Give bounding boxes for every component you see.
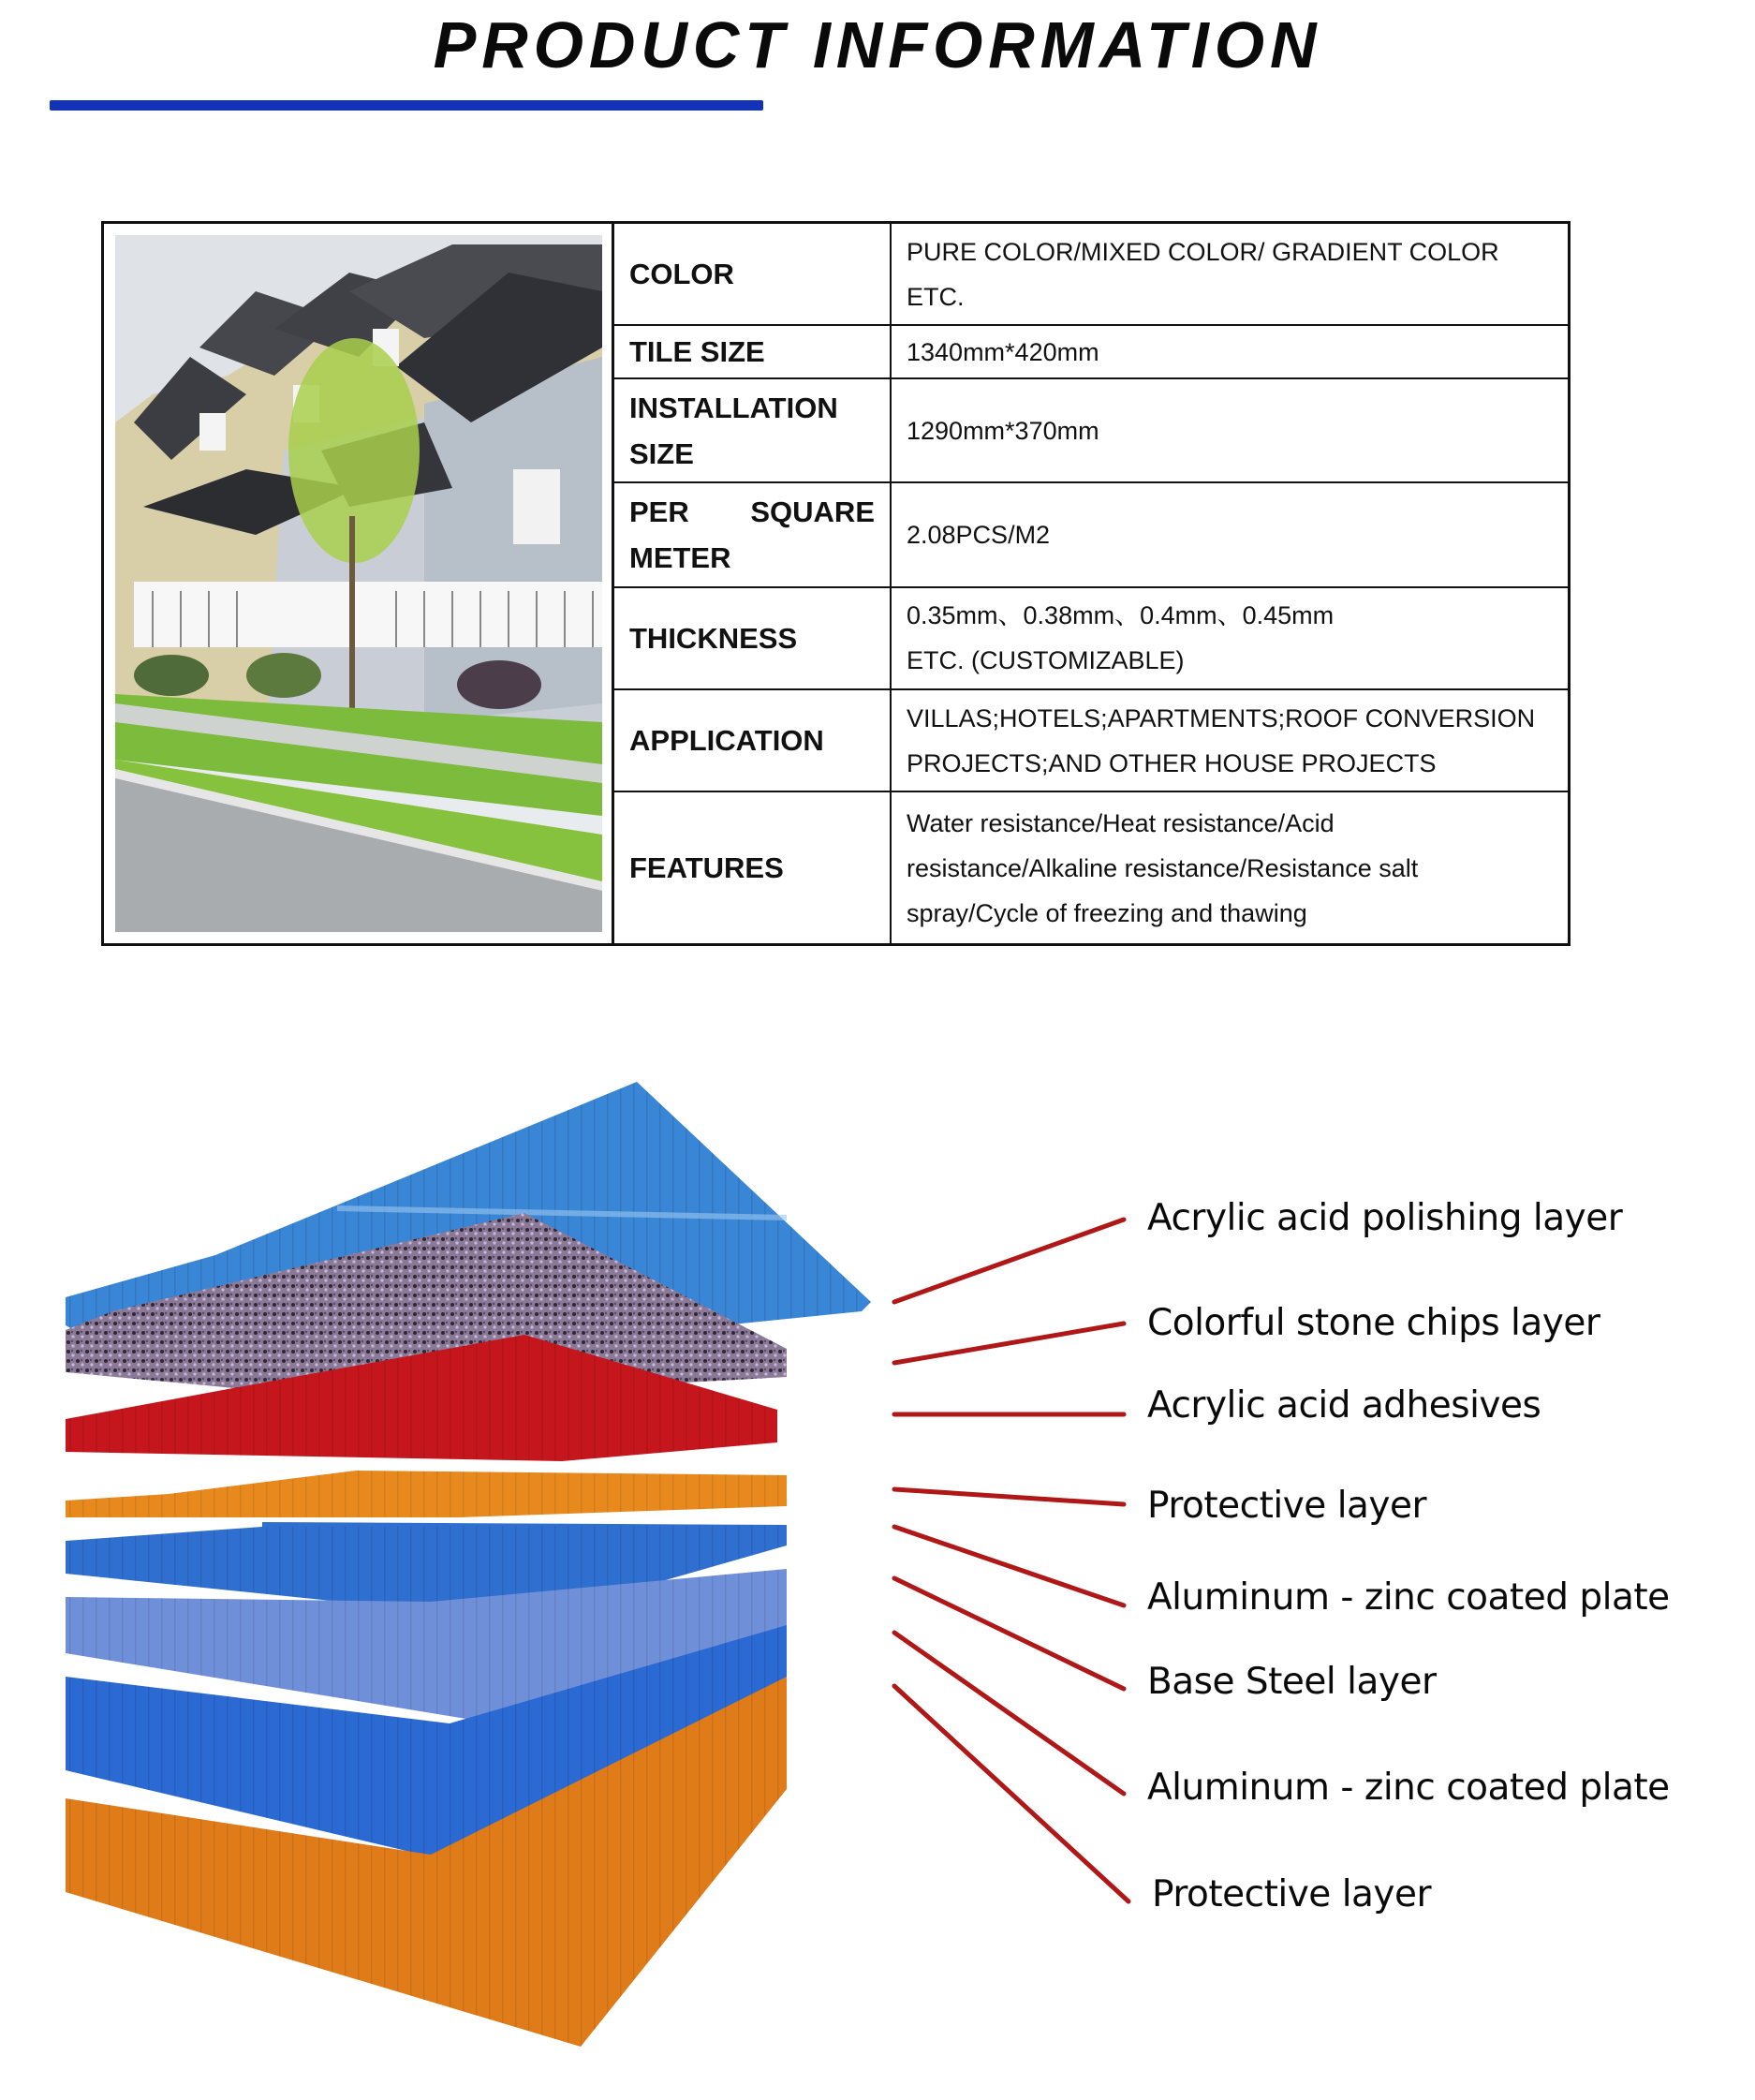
layer-label-protective-top: Protective layer — [1147, 1485, 1427, 1527]
spec-value-line: resistance/Alkaline resistance/Resistance salt — [907, 853, 1419, 882]
spec-row-tile-size — [614, 325, 1568, 378]
spec-key-line: SIZE — [629, 436, 694, 470]
spec-value-line: PURE COLOR/MIXED COLOR/ GRADIENT COLOR ETC. — [907, 237, 1499, 311]
layer-label-base-steel: Base Steel layer — [1147, 1661, 1437, 1703]
spec-value — [891, 325, 1568, 378]
spec-key: APPLICATION — [614, 689, 891, 791]
spec-value-line: 0.35mm、0.38mm、0.4mm、0.45mm — [907, 601, 1335, 630]
spec-value — [891, 587, 1568, 689]
product-spec-panel — [101, 221, 1571, 946]
spec-row-application — [614, 689, 1568, 791]
spec-key-line: METER — [629, 541, 731, 575]
spec-value-line: Water resistance/Heat resistance/Acid — [907, 808, 1335, 837]
spec-key: COLOR — [614, 224, 891, 325]
title-underline — [50, 100, 763, 111]
spec-value — [891, 791, 1568, 943]
spec-value — [891, 689, 1568, 791]
spec-key-line: PER SQUARE — [629, 495, 875, 529]
spec-value-line: 1290mm*370mm — [907, 416, 1099, 445]
spec-key — [614, 482, 891, 586]
spec-value-line: 1340mm*420mm — [907, 337, 1099, 366]
layer-label-acrylic-polishing: Acrylic acid polishing layer — [1147, 1197, 1623, 1239]
roof-tile-layer-diagram — [56, 1077, 1133, 2095]
spec-key: THICKNESS — [614, 587, 891, 689]
layer-label-stone-chips: Colorful stone chips layer — [1147, 1302, 1600, 1344]
layer-label-aluminum-zinc-top: Aluminum - zinc coated plate — [1147, 1576, 1670, 1619]
spec-value — [891, 378, 1568, 482]
spec-key: TILE SIZE — [614, 325, 891, 378]
house-photo-illustration — [115, 235, 602, 932]
spec-key: FEATURES — [614, 791, 891, 943]
spec-value — [891, 224, 1568, 325]
layer-stack-illustration — [56, 1077, 1133, 2095]
spec-row-installation-size — [614, 378, 1568, 482]
spec-table — [614, 224, 1568, 943]
spec-value-line: spray/Cycle of freezing and thawing — [907, 898, 1307, 927]
spec-row-per-square-meter — [614, 482, 1568, 586]
spec-value-line: 2.08PCS/M2 — [907, 521, 1051, 550]
spec-value-line: PROJECTS;AND OTHER HOUSE PROJECTS — [907, 748, 1437, 777]
spec-row-color — [614, 224, 1568, 325]
spec-key — [614, 378, 891, 482]
layer-label-acrylic-adhesive: Acrylic acid adhesives — [1147, 1384, 1541, 1427]
page-title: PRODUCT INFORMATION — [433, 8, 1322, 81]
spec-value-line: ETC. (CUSTOMIZABLE) — [907, 646, 1185, 675]
layer-label-protective-bottom: Protective layer — [1152, 1873, 1432, 1915]
spec-row-features — [614, 791, 1568, 943]
spec-row-thickness — [614, 587, 1568, 689]
product-photo — [104, 224, 614, 943]
spec-value-line: VILLAS;HOTELS;APARTMENTS;ROOF CONVERSION — [907, 703, 1536, 732]
spec-key-line: INSTALLATION — [629, 391, 838, 424]
layer-label-aluminum-zinc-bottom: Aluminum - zinc coated plate — [1147, 1767, 1670, 1809]
spec-value — [891, 482, 1568, 586]
